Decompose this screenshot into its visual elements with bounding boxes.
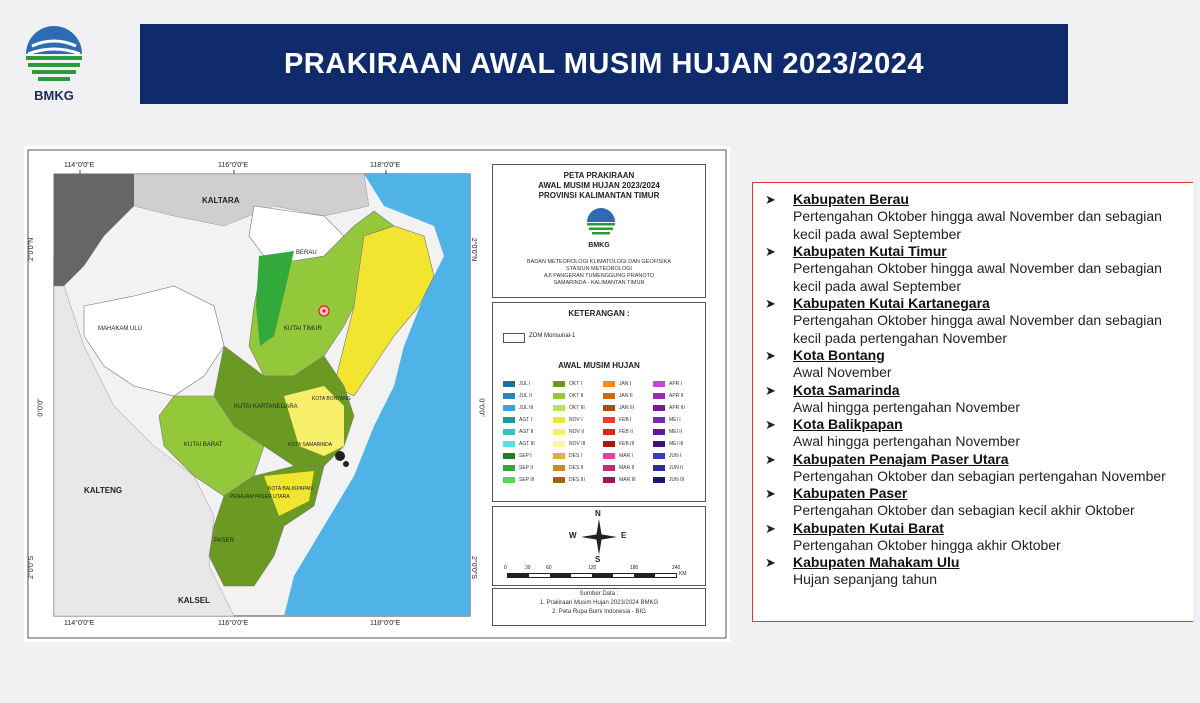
legend-swatch (553, 477, 565, 483)
scale-tick-label: 30 (525, 565, 531, 571)
region-item (753, 485, 1193, 520)
legend-swatch (553, 417, 565, 423)
legend-zom-label: ZOM Monsunal-1 (529, 333, 576, 339)
lon-label-bottom-2: 116°0'0"E (218, 620, 249, 627)
legend-swatch-label: NOV II (569, 429, 585, 435)
legend-swatch (603, 477, 615, 483)
legend-swatch-label: SEP II (519, 465, 534, 471)
region-title: Kota Balikpapan (793, 416, 903, 432)
legend-swatch-label: MAR I (619, 453, 633, 459)
legend-title-line-1: PETA PRAKIRAAN (563, 171, 635, 180)
legend-swatch (503, 441, 515, 447)
region-item (753, 416, 1193, 451)
lat-label-right-1: 2°0'0"N (470, 237, 478, 262)
legend-swatch (503, 417, 515, 423)
region-title: Kota Bontang (793, 347, 885, 363)
legend-swatch-label: JUL III (519, 405, 534, 411)
legend-swatch-label: JUN II (669, 465, 683, 471)
legend-swatch (553, 465, 565, 471)
legend-agency-line-2: STASIUN METEOROLOGI (566, 266, 632, 272)
region-description: Pertengahan Oktober dan sebagian kecil akhir Oktober (793, 502, 1135, 518)
region-description: Pertengahan Oktober hingga awal November dan sebagian kecil pada awal September (793, 260, 1162, 294)
lat-label-left-2: 0°0'0" (37, 398, 45, 417)
legend-swatch-label: FEB I (619, 417, 632, 423)
legend-swatch-label: AGT II (519, 429, 534, 435)
legend-swatch-label: JUN I (669, 453, 682, 459)
lon-label-top-1: 114°0'0"E (64, 162, 95, 169)
legend-swatch (553, 453, 565, 459)
scale-tick-label: 60 (546, 565, 552, 571)
legend-swatch (503, 477, 515, 483)
region-label-kaltara: KALTARA (202, 196, 240, 205)
legend-swatch (503, 453, 515, 459)
legend-swatch-label: SEP III (519, 477, 535, 483)
bmkg-logo (18, 24, 90, 106)
legend-swatch-label: AGT III (519, 441, 535, 447)
map-panel (24, 146, 730, 642)
bullet-arrow-icon: ➤ (765, 296, 776, 311)
legend-swatch-label: AGT I (519, 417, 532, 423)
legend-swatch (653, 393, 665, 399)
bullet-arrow-icon: ➤ (765, 192, 776, 207)
source-line-2: 2. Peta Rupa Bumi Indonesia - BIG (552, 609, 646, 615)
legend-swatch-label: JAN III (619, 405, 635, 411)
legend-swatch-label: APR I (669, 381, 683, 387)
legend-swatch (653, 441, 665, 447)
source-line-1: 1. Prakiraan Musim Hujan 2023/2024 BMKG (539, 600, 659, 606)
compass-icon (579, 517, 619, 557)
legend-swatch-label: MAR II (619, 465, 635, 471)
region-label-paser: PASER (214, 538, 234, 544)
region-title: Kabupaten Kutai Barat (793, 519, 944, 536)
legend-swatch (653, 429, 665, 435)
bullet-arrow-icon: ➤ (765, 417, 776, 432)
region-label-kalsel: KALSEL (178, 596, 210, 605)
region-item (753, 451, 1193, 486)
legend-swatch (503, 405, 515, 411)
scale-bar-line (507, 573, 677, 578)
legend-swatch-label: NOV I (569, 417, 583, 423)
legend-swatch-label: OKT III (569, 405, 585, 411)
legend-title-box (492, 164, 706, 298)
region-item (753, 554, 1193, 589)
compass-s: S (595, 555, 601, 564)
legend-swatch-label: JUL I (519, 381, 531, 387)
region-label-kutai-barat: KUTAI BARAT (184, 442, 223, 448)
page-title: PRAKIRAAN AWAL MUSIM HUJAN 2023/2024 (283, 47, 925, 80)
legend-swatch (653, 417, 665, 423)
bullet-arrow-icon: ➤ (765, 244, 776, 259)
legend-swatch-label: MEI II (669, 429, 683, 435)
legend-swatch-label: APR II (669, 393, 684, 399)
legend-section-title: AWAL MUSIM HUJAN (558, 361, 640, 370)
lon-label-top-2: 116°0'0"E (218, 162, 249, 169)
region-item (753, 347, 1193, 382)
region-description: Pertengahan Oktober hingga awal November dan sebagian kecil pada pertengahan November (793, 312, 1162, 346)
logo-text: BMKG (34, 88, 74, 103)
legend-swatch-label: MEI I (669, 417, 681, 423)
bullet-arrow-icon: ➤ (765, 520, 776, 536)
legend-keterangan: KETERANGAN : (568, 309, 630, 318)
bullet-arrow-icon: ➤ (765, 451, 776, 467)
region-description: Awal hingga pertengahan November (793, 433, 1021, 449)
legend-zom-swatch (503, 333, 525, 343)
region-title: Kabupaten Kutai Kartanegara (793, 295, 990, 311)
legend-swatch (503, 465, 515, 471)
scale-tick-label: 240 (672, 565, 681, 571)
legend-title-line-2: AWAL MUSIM HUJAN 2023/2024 (538, 181, 660, 190)
region-item (753, 382, 1193, 417)
legend-swatch (503, 429, 515, 435)
legend-swatch (503, 381, 515, 387)
region-label-kota-bontang: KOTA BONTANG (312, 396, 351, 402)
legend-swatch (603, 441, 615, 447)
region-label-kutai-timur: KUTAI TIMUR (284, 326, 322, 332)
legend-agency-line-1: BADAN METEOROLOGI KLIMATOLOGI DAN GEOFISIKA (526, 259, 672, 265)
legend-logo-text: BMKG (588, 242, 610, 249)
legend-swatch-label: MEI III (669, 441, 684, 447)
compass-w: W (569, 531, 577, 540)
region-description: Hujan sepanjang tahun (793, 571, 938, 587)
legend-swatch (553, 441, 565, 447)
region-item (753, 295, 1193, 347)
legend-agency-line-4: SAMARINDA - KALIMANTAN TIMUR (553, 280, 645, 286)
legend-swatch (653, 477, 665, 483)
legend-swatch-label: OKT II (569, 393, 584, 399)
lon-label-bottom-3: 118°0'0"E (370, 620, 401, 627)
legend-swatch (653, 453, 665, 459)
legend-classes-box (492, 302, 706, 502)
scale-tick-label: 180 (630, 565, 639, 571)
legend-swatch (603, 381, 615, 387)
legend-swatch-label: DES I (569, 453, 583, 459)
legend-compass-box (492, 506, 706, 586)
region-label-mahakam-ulu: MAHAKAM ULU (98, 326, 143, 332)
legend-swatch-label: JAN I (619, 381, 632, 387)
legend-source-box (492, 588, 706, 626)
legend-swatch (653, 381, 665, 387)
region-label-kota-samarinda: KOTA SAMARINDA (288, 442, 333, 448)
region-title: Kota Samarinda (793, 381, 900, 398)
source-title: Sumber Data : (579, 591, 619, 597)
legend-swatch-label: NOV III (569, 441, 586, 447)
legend-swatch-label: DES II (569, 465, 584, 471)
bullet-arrow-icon: ➤ (765, 486, 776, 501)
region-description: Pertengahan Oktober dan sebagian pertengahan November (793, 467, 1166, 484)
legend-swatch (553, 381, 565, 387)
bullet-arrow-icon: ➤ (765, 382, 776, 398)
legend-logo-icon (583, 207, 619, 239)
legend-swatch (553, 405, 565, 411)
compass-n: N (595, 509, 601, 518)
lat-label-left-1: 2°0'0"N (28, 237, 36, 262)
legend-swatch (603, 429, 615, 435)
legend-swatch (603, 453, 615, 459)
compass-e: E (621, 531, 627, 540)
bullet-arrow-icon: ➤ (765, 348, 776, 363)
lat-label-right-3: 2°0'0"S (469, 556, 477, 579)
region-item (753, 520, 1193, 555)
region-label-berau: BERAU (296, 250, 317, 256)
region-list (753, 183, 1193, 589)
legend-swatch-label: SEP I (519, 453, 532, 459)
legend-swatch-label: APR III (669, 405, 685, 411)
info-panel (752, 182, 1193, 622)
region-item (753, 191, 1193, 243)
region-description: Pertengahan Oktober hingga akhir Oktober (793, 536, 1061, 553)
legend-swatch-label: JUL II (519, 393, 532, 399)
region-title: Kabupaten Paser (793, 485, 908, 501)
region-title: Kabupaten Berau (793, 191, 909, 207)
region-description: Pertengahan Oktober hingga awal November dan sebagian kecil pada awal September (793, 208, 1162, 242)
region-description: Awal November (793, 364, 892, 380)
region-label-ppu: PENAJAM PASER UTARA (230, 494, 290, 500)
legend-swatch (503, 393, 515, 399)
lon-label-bottom-1: 114°0'0"E (64, 620, 95, 627)
scale-unit: KM (679, 571, 687, 577)
legend-swatch-label: FEB III (619, 441, 635, 447)
scale-tick-label: 0 (504, 565, 507, 571)
legend-swatch-label: MAR III (619, 477, 636, 483)
scale-tick-label: 120 (588, 565, 597, 571)
lat-label-left-3: 2°0'0"S (27, 556, 35, 579)
legend-swatch (603, 465, 615, 471)
region-description: Awal hingga pertengahan November (793, 398, 1021, 415)
region-label-kota-balikpapan: KOTA BALIKPAPAN (268, 486, 313, 492)
legend-swatch (603, 393, 615, 399)
legend-swatch (603, 417, 615, 423)
legend-swatch-label: JUN III (669, 477, 685, 483)
legend-swatch (553, 393, 565, 399)
region-title: Kabupaten Kutai Timur (793, 243, 947, 259)
legend-swatch-label: JAN II (619, 393, 633, 399)
region-title: Kabupaten Mahakam Ulu (793, 554, 960, 570)
lon-label-top-3: 118°0'0"E (370, 162, 401, 169)
legend-swatch-label: OKT I (569, 381, 582, 387)
bullet-arrow-icon: ➤ (765, 555, 776, 570)
legend-agency-line-3: AJI PANGERAN TUMENGGUNG PRANOTO (543, 273, 655, 279)
title-banner (140, 24, 1068, 104)
lat-label-right-2: 0°0'0" (477, 398, 485, 417)
legend-swatch (553, 429, 565, 435)
region-label-kutai-kartanegara: KUTAI KARTANEGARA (234, 404, 298, 410)
legend-title-line-3: PROVINSI KALIMANTAN TIMUR (538, 191, 660, 200)
legend-swatch (603, 405, 615, 411)
legend-swatch (653, 405, 665, 411)
region-item (753, 243, 1193, 295)
legend-swatch (653, 465, 665, 471)
legend-swatch-label: FEB II (619, 429, 633, 435)
region-label-kalteng: KALTENG (84, 486, 123, 495)
legend-swatch-label: DES III (569, 477, 585, 483)
region-title: Kabupaten Penajam Paser Utara (793, 450, 1009, 467)
